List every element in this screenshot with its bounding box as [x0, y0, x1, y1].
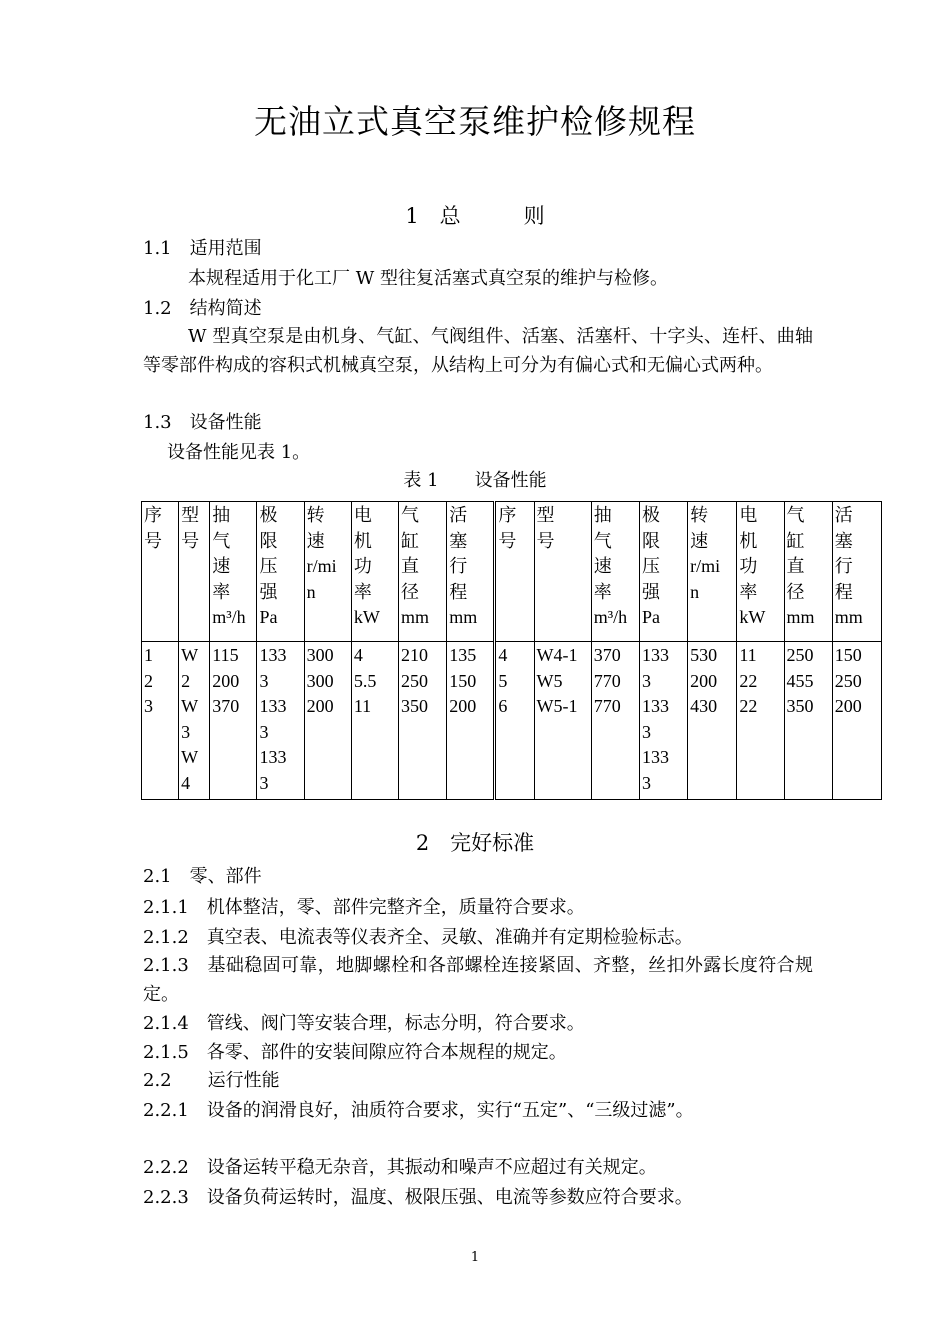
- table-header-cell-text: 号: [181, 530, 200, 551]
- table-cell-text: 115: [212, 645, 239, 665]
- table-header-cell-text: 活: [449, 505, 468, 525]
- table-header-cell-text: 序: [498, 505, 517, 525]
- table-header-cell-text: 行: [449, 556, 468, 577]
- table-cell-text: 3: [641, 772, 651, 793]
- table-cell-14: [737, 642, 784, 800]
- table-header-cell-text: 速: [690, 530, 709, 551]
- table-cell-text: 300: [306, 645, 334, 665]
- table-cell-text: 3: [641, 670, 651, 691]
- table-cell-text: W5: [536, 670, 563, 691]
- table-header-cell-text: 机: [353, 530, 372, 551]
- table-header-cell-text: 号: [144, 530, 162, 551]
- table-cell-text: 430: [690, 696, 718, 717]
- table-cell-text: 455: [786, 670, 814, 691]
- table-caption: 表 1 设备性能: [403, 470, 547, 491]
- section-2-2-2: 2.2.2 设备运转平稳无杂音，其振动和噪声不应超过有关规定。: [143, 1157, 657, 1178]
- table-cell-text: 1: [144, 645, 153, 665]
- table-header-cell-text: 极: [259, 505, 278, 525]
- table-cell-text: 133: [259, 696, 287, 717]
- table-header-cell-text: n: [306, 581, 316, 602]
- table-cell-5: [304, 642, 351, 800]
- table-cell-text: 3: [641, 721, 651, 742]
- table-cell-text: W4-1: [536, 645, 578, 665]
- table-cell-text: 133: [641, 696, 669, 717]
- equipment-performance-table: [141, 501, 882, 800]
- table-cell-8: [447, 642, 495, 800]
- table-header-cell-text: 气: [786, 505, 805, 525]
- table-header-cell-text: 活: [834, 505, 853, 525]
- table-header-cell-text: m³/h: [593, 607, 628, 628]
- table-cell-text: 200: [690, 670, 718, 691]
- section-1-3-text: 设备性能见表 1。: [167, 442, 311, 463]
- section-2-2-1: 2.2.1 设备的润滑良好，油质符合要求，实行“五定”、“三级过滤”。: [143, 1100, 694, 1121]
- table-cell-text: 250: [401, 670, 429, 691]
- table-cell-6: [351, 642, 398, 800]
- table-cell-9: [495, 642, 534, 800]
- table-header-cell-text: 直: [401, 556, 420, 577]
- table-header-cell-text: mm: [401, 607, 430, 628]
- table-cell-text: 300: [306, 670, 334, 691]
- table-header-cell-text: 极: [641, 505, 660, 525]
- table-header-cell-text: 径: [786, 581, 805, 602]
- table-cell-7: [399, 642, 447, 800]
- table-cell-text: 5.5: [353, 670, 377, 691]
- table-cell-text: 133: [259, 747, 287, 768]
- table-header-cell-5: [304, 502, 351, 642]
- table-cell-text: 370: [593, 645, 621, 665]
- table-cell-text: 200: [834, 696, 862, 717]
- table-header-cell-text: 直: [786, 556, 805, 577]
- table-cell-text: 4: [353, 645, 363, 665]
- section-2-2-3: 2.2.3 设备负荷运转时，温度、极限压强、电流等参数应符合要求。: [143, 1187, 693, 1208]
- table-cell-15: [784, 642, 832, 800]
- table-header-cell-text: 电: [353, 505, 372, 525]
- table-header-cell-text: 率: [212, 581, 231, 602]
- table-cell-text: 11: [353, 696, 372, 717]
- table-header-cell-text: 强: [259, 581, 278, 602]
- table-header-cell-text: 限: [259, 530, 278, 551]
- table-cell-text: 3: [259, 670, 269, 691]
- table-cell-text: 2: [144, 670, 153, 691]
- table-header-cell-text: 行: [834, 556, 853, 577]
- table-cell-text: 22: [739, 670, 758, 691]
- section-1-1-heading: 1.1 适用范围: [143, 238, 262, 259]
- table-header-cell-8: [447, 502, 495, 642]
- table-header-cell-text: 气: [401, 505, 420, 525]
- table-cell-text: 3: [181, 721, 191, 742]
- table-header-cell-text: Pa: [259, 607, 278, 628]
- table-header-cell-text: 率: [739, 581, 758, 602]
- section-2-1-4: 2.1.4 管线、阀门等安装合理，标志分明，符合要求。: [143, 1013, 585, 1034]
- table-cell-2: [179, 642, 210, 800]
- table-header-cell-text: 速: [306, 530, 325, 551]
- table-cell-text: 200: [449, 696, 477, 717]
- table-header-cell-text: mm: [449, 607, 478, 628]
- table-header-cell-11: [591, 502, 639, 642]
- section-2-1-2: 2.1.2 真空表、电流表等仪表齐全、灵敏、准确并有定期检验标志。: [143, 927, 693, 948]
- table-cell-13: [688, 642, 737, 800]
- table-cell-text: 5: [498, 670, 508, 691]
- table-cell-text: 250: [786, 645, 814, 665]
- table-header-cell-text: 压: [259, 556, 278, 577]
- table-header-cell-text: 速: [212, 556, 231, 577]
- table-header-cell-text: n: [690, 581, 700, 602]
- table-header-cell-text: kW: [739, 607, 766, 628]
- table-cell-text: 210: [401, 645, 429, 665]
- table-cell-text: 250: [834, 670, 862, 691]
- table-header-cell-16: [832, 502, 881, 642]
- section-1-1-text: 本规程适用于化工厂 W 型往复活塞式真空泵的维护与检修。: [188, 268, 668, 289]
- table-header-cell-text: 抽: [212, 505, 231, 525]
- table-header-cell-text: 塞: [449, 530, 468, 551]
- table-header-cell-text: 气: [212, 530, 231, 551]
- table-cell-text: 530: [690, 645, 718, 665]
- table-header-cell-text: m³/h: [212, 607, 246, 628]
- table-header-cell-text: 缸: [786, 530, 805, 551]
- table-cell-text: 11: [739, 645, 757, 665]
- table-header-cell-text: 程: [834, 581, 853, 602]
- table-cell-text: 135: [449, 645, 477, 665]
- table-header-cell-text: 号: [498, 530, 517, 551]
- table-header-cell-text: mm: [834, 607, 863, 628]
- section-2-1-1: 2.1.1 机体整洁，零、部件完整齐全，质量符合要求。: [143, 897, 585, 918]
- table-header-cell-13: [688, 502, 737, 642]
- table-cell-text: 150: [449, 670, 477, 691]
- table-header-cell-text: 功: [353, 556, 372, 577]
- table-header-cell-text: 转: [690, 505, 709, 525]
- table-header-cell-text: 抽: [593, 505, 612, 525]
- table-header-cell-text: 电: [739, 505, 758, 525]
- table-header-cell-text: 强: [641, 581, 660, 602]
- table-cell-text: 133: [641, 645, 669, 665]
- table-header-cell-text: 程: [449, 581, 468, 602]
- table-cell-10: [534, 642, 591, 800]
- table-header-cell-text: 压: [641, 556, 660, 577]
- table-cell-text: W: [181, 696, 199, 717]
- table-header-cell-7: [399, 502, 447, 642]
- table-header-cell-text: 序: [144, 505, 162, 525]
- page-title: 无油立式真空泵维护检修规程: [254, 102, 696, 141]
- section-2-1-5: 2.1.5 各零、部件的安装间隙应符合本规程的规定。: [143, 1042, 567, 1063]
- section-2-2-heading: 2.2 运行性能: [143, 1070, 280, 1091]
- table-header-cell-text: 速: [593, 556, 612, 577]
- table-header-cell-9: [495, 502, 534, 642]
- table-row: [142, 642, 882, 800]
- table-header-cell-14: [737, 502, 784, 642]
- table-cell-text: 370: [212, 696, 240, 717]
- table-header-row: [142, 502, 882, 642]
- table-header-cell-6: [351, 502, 398, 642]
- table-cell-16: [832, 642, 881, 800]
- section-1-2-text: W 型真空泵是由机身、气缸、气阀组件、活塞、活塞杆、十字头、连杆、曲轴等零部件构成的容积式机械真空泵，从结构上可分为有偏心式和无偏心式两种。: [143, 326, 813, 376]
- table-header-cell-2: [179, 502, 210, 642]
- table-cell-text: W5-1: [536, 696, 578, 717]
- table-cell-text: 22: [739, 696, 758, 717]
- table-cell-text: W: [181, 747, 199, 768]
- table-header-cell-text: 功: [739, 556, 758, 577]
- table-header-cell-text: 径: [401, 581, 420, 602]
- section-2-1-3: 2.1.3 基础稳固可靠，地脚螺栓和各部螺栓连接紧固、齐整，丝扣外露长度符合规定。: [143, 955, 813, 1005]
- table-cell-11: [591, 642, 639, 800]
- table-header-cell-text: 气: [593, 530, 612, 551]
- table-cell-text: 133: [259, 645, 287, 665]
- table-cell-text: 2: [181, 670, 191, 691]
- table-cell-text: 3: [144, 696, 153, 717]
- table-cell-12: [639, 642, 687, 800]
- table-cell-text: 133: [641, 747, 669, 768]
- table-header-cell-text: 率: [353, 581, 372, 602]
- table-header-cell-text: r/mi: [306, 556, 337, 577]
- table-cell-text: 3: [259, 772, 269, 793]
- table-cell-text: 6: [498, 696, 508, 717]
- table-cell-text: 200: [212, 670, 240, 691]
- page-number: 1: [470, 1250, 480, 1265]
- table-header-cell-text: 率: [593, 581, 612, 602]
- table-cell-text: W: [181, 645, 199, 665]
- table-header-cell-text: 机: [739, 530, 758, 551]
- table-header-cell-text: r/mi: [690, 556, 721, 577]
- section-2-1-heading: 2.1 零、部件: [143, 866, 262, 887]
- table-header-cell-10: [534, 502, 591, 642]
- table-header-cell-text: 型: [181, 505, 200, 525]
- section-2-heading: 2 完好标准: [415, 831, 535, 855]
- table-header-cell-text: 塞: [834, 530, 853, 551]
- table-cell-3: [210, 642, 257, 800]
- table-cell-text: 4: [498, 645, 508, 665]
- table-header-cell-1: [142, 502, 179, 642]
- table-header-cell-text: 转: [306, 505, 325, 525]
- table-header-cell-text: 型: [536, 505, 555, 525]
- table-header-cell-4: [257, 502, 304, 642]
- table-header-cell-text: 号: [536, 530, 555, 551]
- table-header-cell-text: kW: [353, 607, 380, 628]
- table-cell-text: 350: [786, 696, 814, 717]
- table-header-cell-text: 限: [641, 530, 660, 551]
- table-cell-text: 3: [259, 721, 269, 742]
- table-header-cell-text: mm: [786, 607, 815, 628]
- table-cell-1: [142, 642, 179, 800]
- table-header-cell-12: [639, 502, 687, 642]
- table-header-cell-text: 缸: [401, 530, 420, 551]
- table-cell-text: 4: [181, 772, 191, 793]
- section-1-2-heading: 1.2 结构简述: [143, 298, 262, 319]
- table-cell-4: [257, 642, 304, 800]
- section-1-heading: 1 总 则: [405, 204, 545, 228]
- table-header-cell-text: Pa: [641, 607, 660, 628]
- table-cell-text: 350: [401, 696, 429, 717]
- table-cell-text: 200: [306, 696, 334, 717]
- table-cell-text: 770: [593, 696, 621, 717]
- table-header-cell-3: [210, 502, 257, 642]
- table-header-cell-15: [784, 502, 832, 642]
- table-cell-text: 150: [834, 645, 862, 665]
- table-cell-text: 770: [593, 670, 621, 691]
- section-1-3-heading: 1.3 设备性能: [143, 412, 262, 433]
